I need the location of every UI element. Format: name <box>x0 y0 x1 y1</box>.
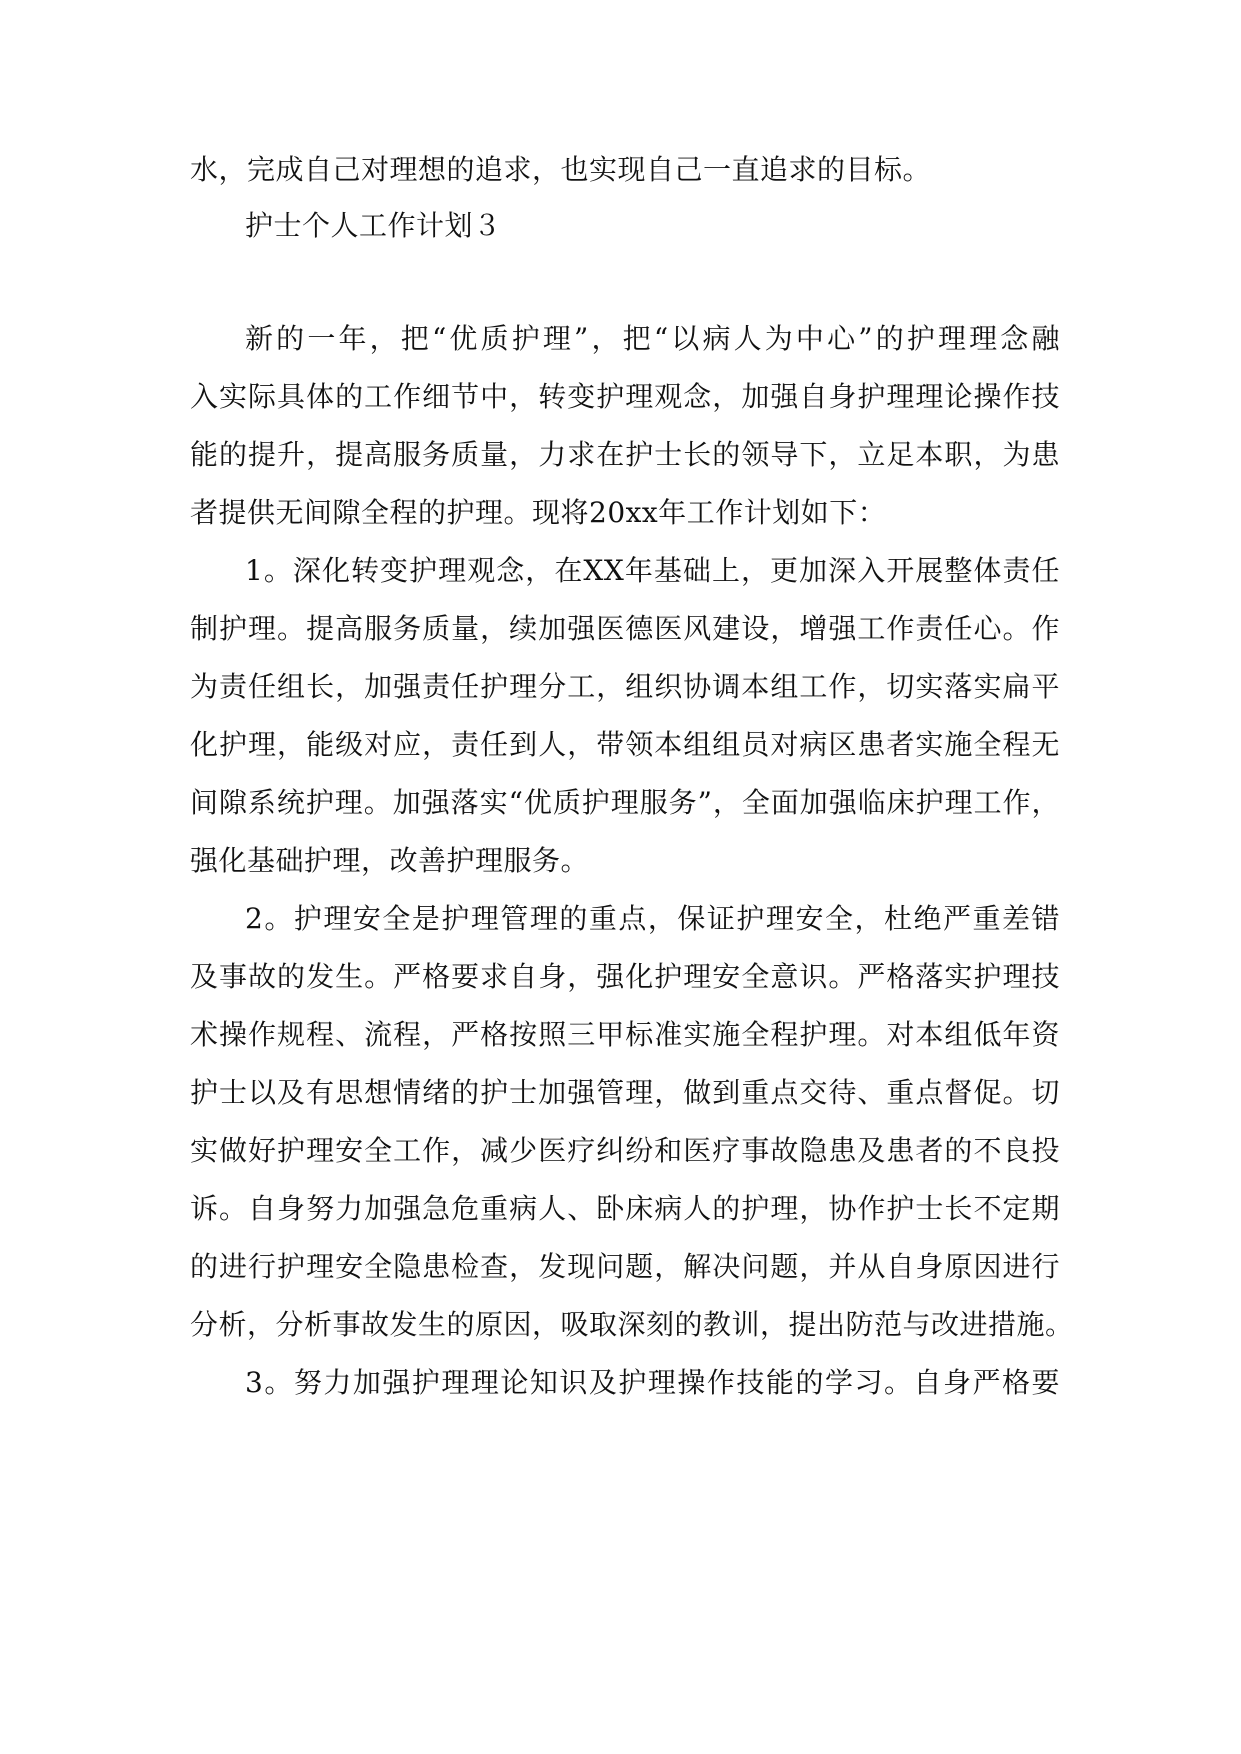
text-line: 分析，分析事故发生的原因，吸取深刻的教训，提出防范与改进措施。 <box>190 1308 1074 1341</box>
text-line: 实做好护理安全工作，减少医疗纠纷和医疗事故隐患及患者的不良投 <box>190 1134 1060 1167</box>
text-line: 诉。自身努力加强急危重病人、卧床病人的护理，协作护士长不定期 <box>190 1192 1060 1225</box>
text-line: 制护理。提高服务质量，续加强医德医风建设，增强工作责任心。作 <box>190 612 1060 645</box>
text-line: 1。深化转变护理观念，在XX年基础上，更加深入开展整体责任 <box>245 554 1060 587</box>
text-line: 3。努力加强护理理论知识及护理操作技能的学习。自身严格要 <box>245 1366 1060 1399</box>
text-line: 强化基础护理，改善护理服务。 <box>190 844 590 877</box>
section-heading: 护士个人工作计划３ <box>245 209 502 242</box>
text-line: 间隙系统护理。加强落实“优质护理服务”，全面加强临床护理工作， <box>190 786 1060 819</box>
text-line: 护士以及有思想情绪的护士加强管理，做到重点交待、重点督促。切 <box>190 1076 1060 1109</box>
text-line: 及事故的发生。严格要求自身，强化护理安全意识。严格落实护理技 <box>190 960 1060 993</box>
text-line: 水，完成自己对理想的追求，也实现自己一直追求的目标。 <box>190 153 932 186</box>
text-line: 入实际具体的工作细节中，转变护理观念，加强自身护理理论操作技 <box>190 380 1060 413</box>
text-line: 为责任组长，加强责任护理分工，组织协调本组工作，切实落实扁平 <box>190 670 1060 703</box>
text-line: 的进行护理安全隐患检查，发现问题，解决问题，并从自身原因进行 <box>190 1250 1060 1283</box>
text-line: 者提供无间隙全程的护理。现将20xx年工作计划如下： <box>190 496 887 529</box>
text-line: 2。护理安全是护理管理的重点，保证护理安全，杜绝严重差错 <box>245 902 1060 935</box>
text-line: 新的一年，把“优质护理”，把“以病人为中心”的护理理念融 <box>245 322 1060 355</box>
text-line: 能的提升，提高服务质量，力求在护士长的领导下，立足本职，为患 <box>190 438 1060 471</box>
text-line: 化护理，能级对应，责任到人，带领本组组员对病区患者实施全程无 <box>190 728 1060 761</box>
text-line: 术操作规程、流程，严格按照三甲标准实施全程护理。对本组低年资 <box>190 1018 1060 1051</box>
